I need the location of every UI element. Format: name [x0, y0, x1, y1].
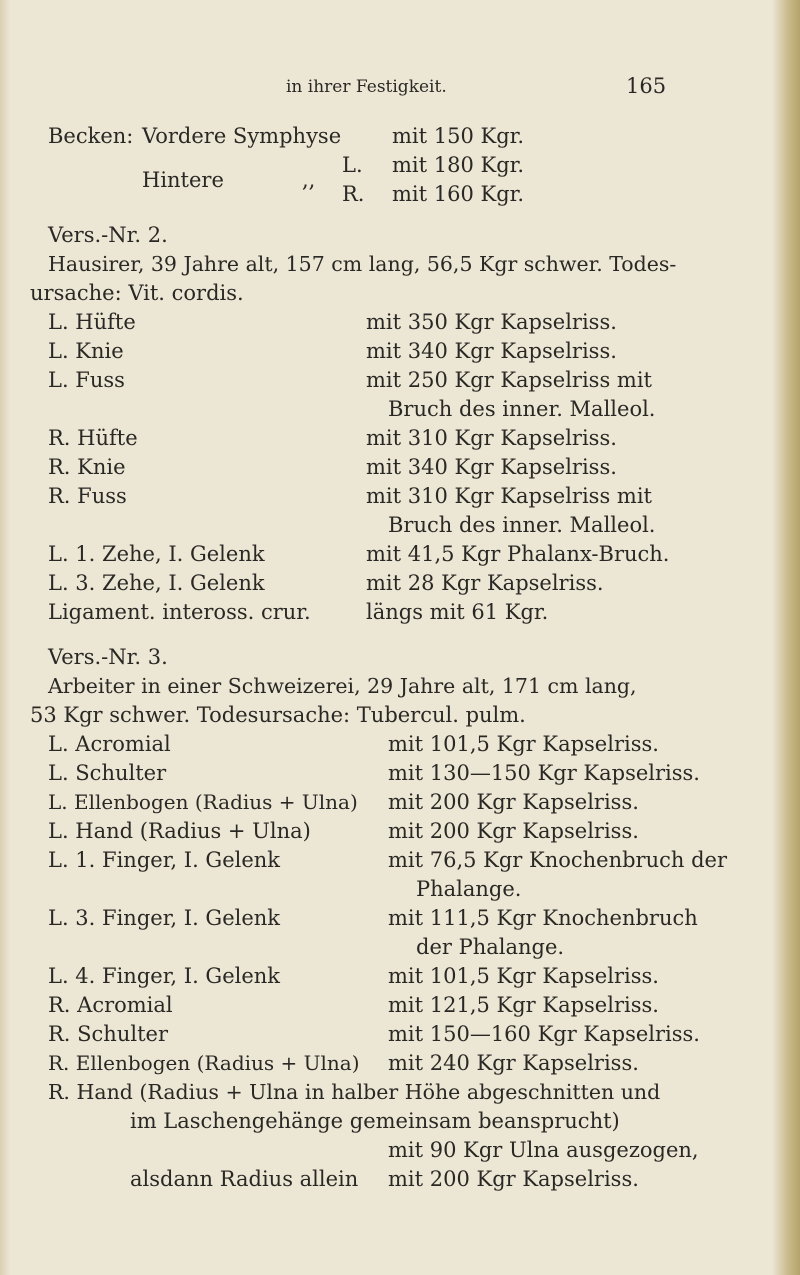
vers3-heading: Vers.-Nr. 3.	[48, 645, 168, 669]
vers2-row-value: mit 310 Kgr Kapselriss mit	[366, 484, 652, 508]
vers3-row-label: L. Acromial	[48, 732, 171, 756]
vers3-hand-line3: mit 90 Kgr Ulna ausgezogen,	[388, 1138, 699, 1162]
vers3-row-value: mit 150—160 Kgr Kapselriss.	[388, 1022, 700, 1046]
page-number: 165	[626, 74, 667, 98]
vers3-hand-line1: R. Hand (Radius + Ulna in halber Höhe abgeschnitten und	[48, 1080, 661, 1104]
vers3-row-value: mit 111,5 Kgr Knochenbruch	[388, 906, 698, 930]
vers3-row-label: R. Acromial	[48, 993, 173, 1017]
becken-left-value: mit 180 Kgr.	[392, 153, 525, 177]
vers3-row-value: mit 121,5 Kgr Kapselriss.	[388, 993, 659, 1017]
vers2-row-label: R. Knie	[48, 455, 126, 479]
vers3-row-value: mit 101,5 Kgr Kapselriss.	[388, 732, 659, 756]
page-right-edge	[772, 0, 800, 1275]
vers2-desc-line1: Hausirer, 39 Jahre alt, 157 cm lang, 56,5 Kgr schwer. Todes-	[48, 252, 677, 276]
vers3-row-value: mit 101,5 Kgr Kapselriss.	[388, 964, 659, 988]
vers2-row-label: L. Knie	[48, 339, 124, 363]
vers3-alsdann-label: alsdann Radius allein	[130, 1167, 359, 1191]
vers2-row-value: mit 41,5 Kgr Phalanx-Bruch.	[366, 542, 670, 566]
vers3-row-label: R. Schulter	[48, 1022, 168, 1046]
vers2-row-value: mit 340 Kgr Kapselriss.	[366, 339, 617, 363]
vers3-alsdann-value: mit 200 Kgr Kapselriss.	[388, 1167, 639, 1191]
vers3-row-label: L. Ellenbogen (Radius + Ulna)	[48, 790, 358, 814]
vers2-row-value: mit 28 Kgr Kapselriss.	[366, 571, 604, 595]
running-title: in ihrer Festigkeit.	[286, 77, 447, 97]
becken-right-side: R.	[342, 182, 365, 206]
vers3-row-value: mit 240 Kgr Kapselriss.	[388, 1051, 639, 1075]
vers3-row-label: L. Schulter	[48, 761, 167, 785]
vers2-row-value: mit 250 Kgr Kapselriss mit	[366, 368, 652, 392]
vers2-row-value: mit 340 Kgr Kapselriss.	[366, 455, 617, 479]
vers2-row-label: L. 1. Zehe, I. Gelenk	[48, 542, 265, 566]
vers3-row-value: mit 200 Kgr Kapselriss.	[388, 790, 639, 814]
vers2-row-value: mit 310 Kgr Kapselriss.	[366, 426, 617, 450]
page-left-shadow	[0, 0, 10, 1275]
becken-left-side: L.	[342, 153, 363, 177]
vers2-row-label: L. Fuss	[48, 368, 125, 392]
vers3-row-value: mit 200 Kgr Kapselriss.	[388, 819, 639, 843]
vers3-hand-line2: im Laschengehänge gemeinsam beansprucht)	[130, 1109, 620, 1133]
vers3-row-label: R. Ellenbogen (Radius + Ulna)	[48, 1051, 360, 1075]
vers2-row-label: L. Hüfte	[48, 310, 136, 334]
becken-right-value: mit 160 Kgr.	[392, 182, 525, 206]
vers3-desc-line1: Arbeiter in einer Schweizerei, 29 Jahre alt, 171 cm lang,	[48, 674, 637, 698]
vers3-row-label: L. 3. Finger, I. Gelenk	[48, 906, 281, 930]
vers3-row-value-cont: Phalange.	[416, 877, 522, 901]
vers2-row-label: R. Fuss	[48, 484, 127, 508]
becken-brace: ,,	[302, 168, 316, 192]
vers2-row-label: Ligament. inteross. crur.	[48, 600, 311, 624]
becken-label: Becken:	[48, 124, 134, 148]
vers3-row-label: L. 1. Finger, I. Gelenk	[48, 848, 281, 872]
vers2-row-value: mit 350 Kgr Kapselriss.	[366, 310, 617, 334]
vers2-desc-line2: ursache: Vit. cordis.	[30, 281, 244, 305]
becken-hintere: Hintere	[142, 168, 224, 192]
vers3-row-label: L. 4. Finger, I. Gelenk	[48, 964, 281, 988]
vers3-row-value: mit 130—150 Kgr Kapselriss.	[388, 761, 700, 785]
vers2-heading: Vers.-Nr. 2.	[48, 223, 168, 247]
vers2-row-value-cont: Bruch des inner. Malleol.	[388, 513, 656, 537]
vers3-row-label: L. Hand (Radius + Ulna)	[48, 819, 311, 843]
vers2-row-value: längs mit 61 Kgr.	[366, 600, 549, 624]
vers2-row-value-cont: Bruch des inner. Malleol.	[388, 397, 656, 421]
vers2-row-label: L. 3. Zehe, I. Gelenk	[48, 571, 265, 595]
vers3-row-value-cont: der Phalange.	[416, 935, 565, 959]
becken-vordere-value: mit 150 Kgr.	[392, 124, 525, 148]
vers3-desc-line2: 53 Kgr schwer. Todesursache: Tubercul. pulm.	[30, 703, 526, 727]
becken-vordere: Vordere Symphyse	[142, 124, 342, 148]
vers2-row-label: R. Hüfte	[48, 426, 138, 450]
vers3-row-value: mit 76,5 Kgr Knochenbruch der	[388, 848, 727, 872]
